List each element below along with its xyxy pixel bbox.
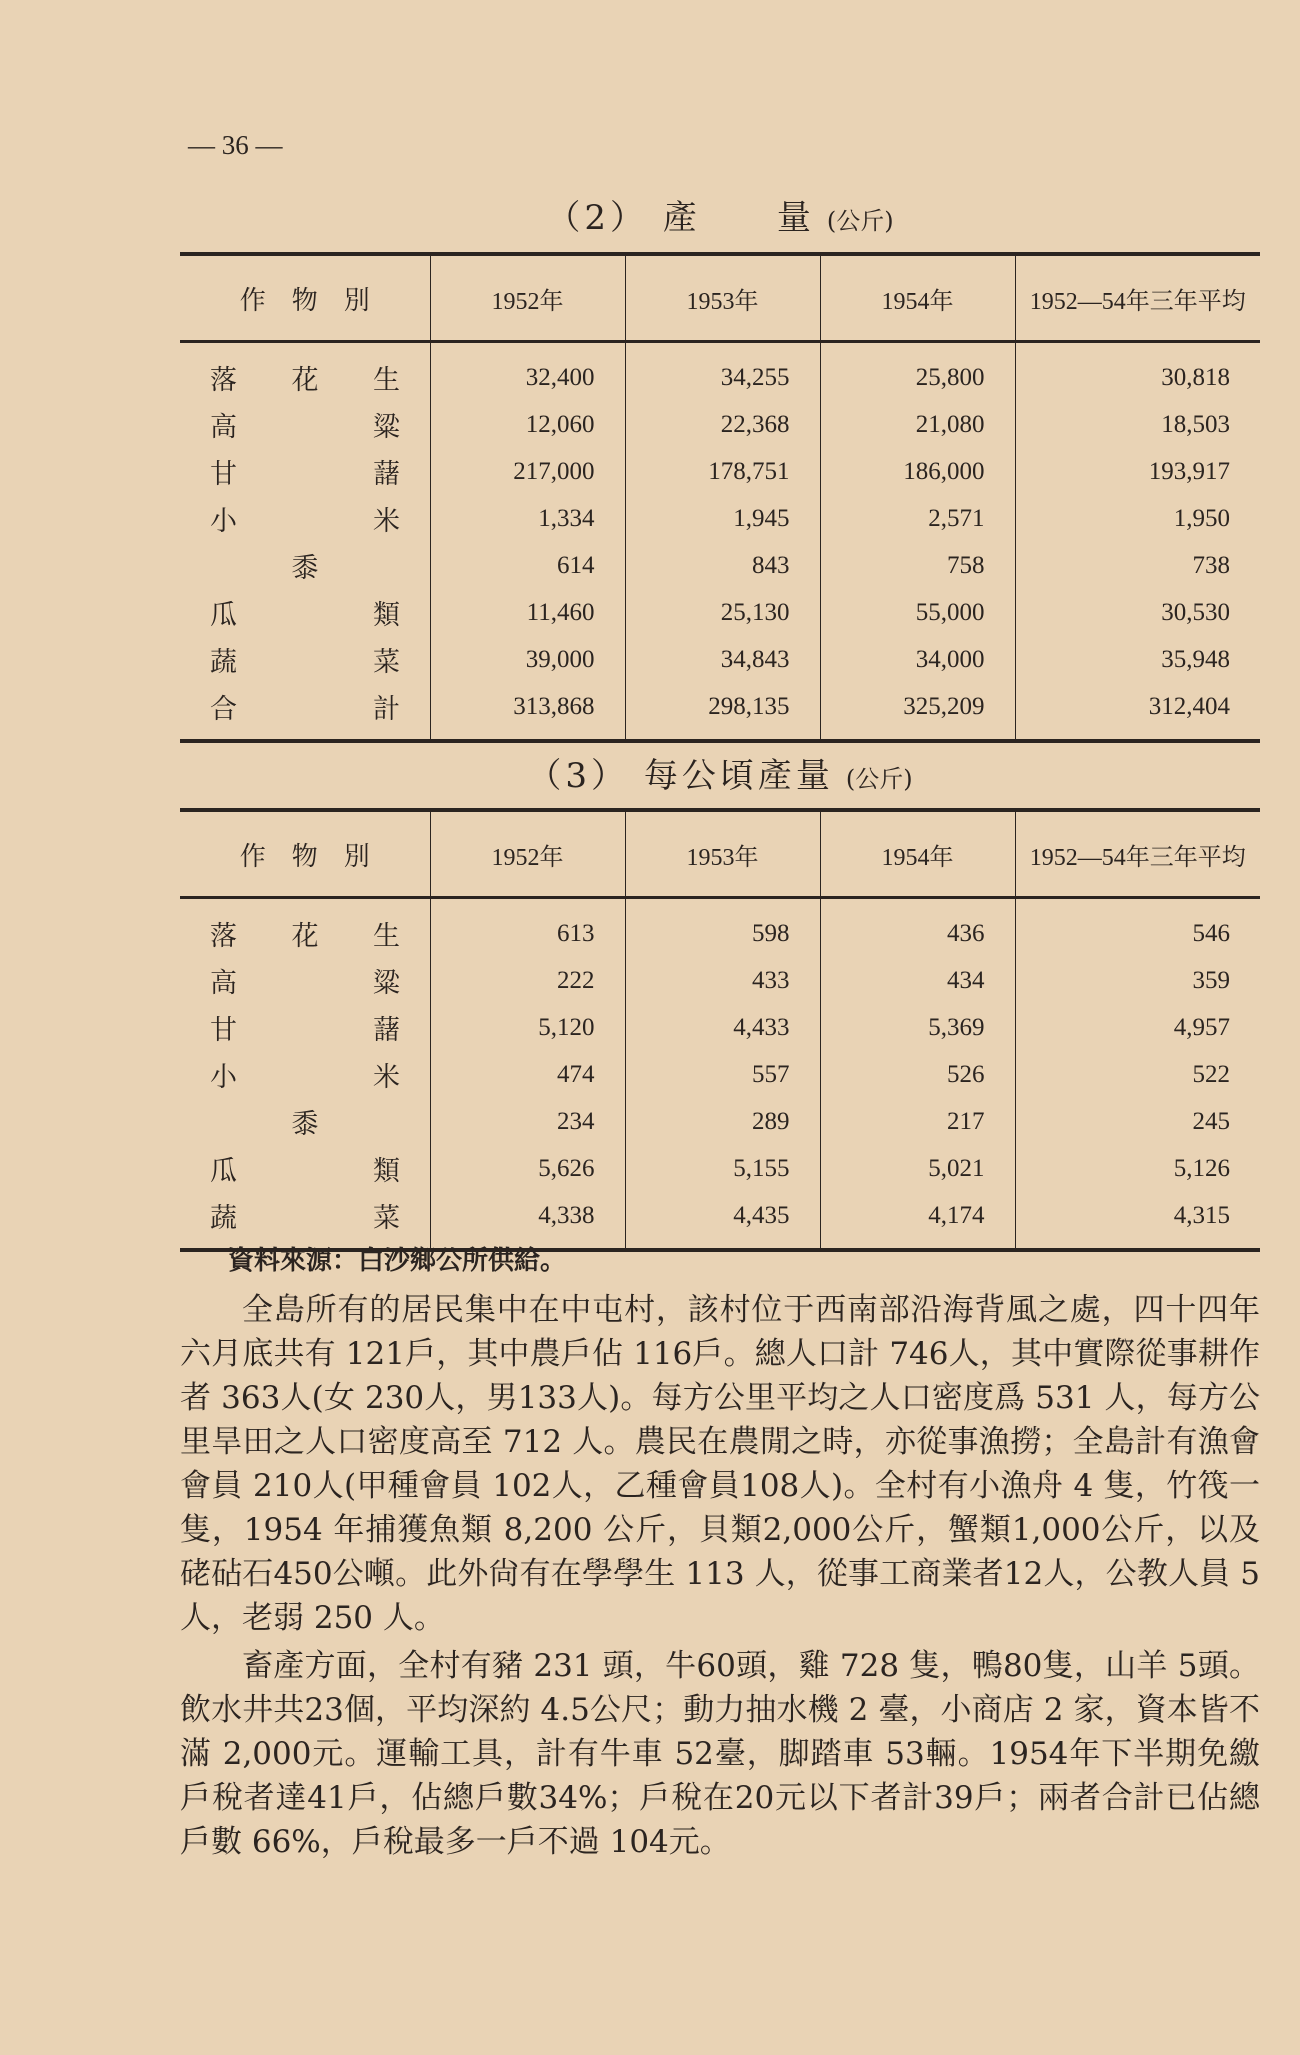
value-cell: 25,800 [820, 342, 1015, 402]
production-table [180, 252, 1260, 743]
table-row [180, 342, 1260, 402]
table3-header-3: 1954年 [820, 810, 1015, 898]
value-cell: 5,021 [820, 1145, 1015, 1192]
table-row [180, 542, 1260, 589]
table3-unit: (公斤) [845, 765, 913, 793]
body-text [180, 1288, 1260, 1864]
crop-name-char: 菜 [373, 1203, 400, 1234]
value-cell: 313,868 [430, 683, 625, 741]
value-cell: 289 [625, 1098, 820, 1145]
table2-unit: (公斤) [826, 207, 894, 235]
value-cell: 758 [820, 542, 1015, 589]
crop-name-char: 高 [210, 412, 237, 443]
crop-name-cell [180, 448, 430, 495]
value-cell: 738 [1015, 542, 1260, 589]
crop-name-cell [180, 1098, 430, 1145]
table3-header-0: 作 物 別 [180, 810, 430, 898]
value-cell: 522 [1015, 1051, 1260, 1098]
value-cell: 359 [1015, 957, 1260, 1004]
value-cell: 35,948 [1015, 636, 1260, 683]
table2-header-3: 1954年 [820, 254, 1015, 342]
table2-title [180, 190, 1260, 239]
crop-name-cell [180, 495, 430, 542]
crop-name-char: 甘 [210, 1015, 237, 1046]
crop-name-cell [180, 957, 430, 1004]
value-cell: 613 [430, 898, 625, 958]
value-cell: 217 [820, 1098, 1015, 1145]
table2-header-1: 1952年 [430, 254, 625, 342]
value-cell: 11,460 [430, 589, 625, 636]
value-cell: 5,626 [430, 1145, 625, 1192]
crop-name-char: 生 [373, 365, 400, 396]
table-row [180, 401, 1260, 448]
value-cell: 217,000 [430, 448, 625, 495]
crop-name-char: 粱 [373, 968, 400, 999]
table2-header-2: 1953年 [625, 254, 820, 342]
value-cell: 186,000 [820, 448, 1015, 495]
value-cell: 34,843 [625, 636, 820, 683]
table3-header-1: 1952年 [430, 810, 625, 898]
crop-name-char: 甘 [210, 459, 237, 490]
crop-name-char: 黍 [291, 553, 319, 584]
value-cell: 178,751 [625, 448, 820, 495]
value-cell: 25,130 [625, 589, 820, 636]
crop-name-char: 類 [373, 600, 400, 631]
crop-name-char: 小 [210, 506, 237, 537]
crop-name-char: 類 [373, 1156, 400, 1187]
value-cell: 526 [820, 1051, 1015, 1098]
crop-name-char: 菜 [373, 647, 400, 678]
table-row [180, 636, 1260, 683]
table-row [180, 1145, 1260, 1192]
value-cell: 4,433 [625, 1004, 820, 1051]
value-cell: 1,950 [1015, 495, 1260, 542]
crop-name-cell [180, 401, 430, 448]
page-number: — 36 — [188, 130, 283, 160]
crop-name-char: 粱 [373, 412, 400, 443]
table3-title-text: （3） 每公頃產量 [527, 756, 834, 796]
value-cell: 325,209 [820, 683, 1015, 741]
crop-name-char: 花 [291, 921, 319, 952]
value-cell: 598 [625, 898, 820, 958]
value-cell: 4,435 [625, 1192, 820, 1250]
value-cell: 433 [625, 957, 820, 1004]
yield-per-hectare-table [180, 808, 1260, 1252]
table-row [180, 898, 1260, 958]
value-cell: 34,000 [820, 636, 1015, 683]
table-row [180, 1051, 1260, 1098]
paragraph-2: 畜產方面，全村有豬 231 頭，牛60頭，雞 728 隻，鴨80隻，山羊 5頭。飲水井共23個，平均深約 4.5公尺；動力抽水機 2 臺，小商店 2 家，資本皆不滿 2,000元。運輸工具，計有牛車 52臺，脚踏車 53輛。1954年下半期免繳戶稅者達41戶，佔總戶數34%；戶稅在20元以下者計39戶；兩者合計已佔總戶數 66%，戶稅最多一戶不過 104元。 [180, 1648, 1260, 1860]
table-row [180, 1004, 1260, 1051]
crop-name-cell [180, 1145, 430, 1192]
value-cell: 55,000 [820, 589, 1015, 636]
value-cell: 614 [430, 542, 625, 589]
value-cell: 4,338 [430, 1192, 625, 1250]
table3-header-2: 1953年 [625, 810, 820, 898]
value-cell: 434 [820, 957, 1015, 1004]
crop-name-char: 花 [291, 365, 319, 396]
table-row [180, 957, 1260, 1004]
crop-name-cell [180, 898, 430, 958]
crop-name-char: 計 [373, 694, 400, 725]
value-cell: 2,571 [820, 495, 1015, 542]
value-cell: 1,334 [430, 495, 625, 542]
value-cell: 34,255 [625, 342, 820, 402]
value-cell: 18,503 [1015, 401, 1260, 448]
crop-name-char: 瓜 [210, 1156, 237, 1187]
value-cell: 30,818 [1015, 342, 1260, 402]
crop-name-char: 生 [373, 921, 400, 952]
value-cell: 1,945 [625, 495, 820, 542]
data-source-note: 資料來源：白沙鄉公所供給。 [228, 1246, 567, 1276]
crop-name-cell [180, 1051, 430, 1098]
crop-name-char: 黍 [291, 1109, 319, 1140]
value-cell: 474 [430, 1051, 625, 1098]
value-cell: 436 [820, 898, 1015, 958]
crop-name-char: 米 [373, 506, 400, 537]
crop-name-char: 藷 [373, 459, 400, 490]
value-cell: 312,404 [1015, 683, 1260, 741]
value-cell: 22,368 [625, 401, 820, 448]
value-cell: 245 [1015, 1098, 1260, 1145]
value-cell: 5,155 [625, 1145, 820, 1192]
crop-name-char: 蔬 [210, 1203, 237, 1234]
table2-title-text: （2） 產 量 [546, 198, 815, 238]
value-cell: 546 [1015, 898, 1260, 958]
value-cell: 843 [625, 542, 820, 589]
crop-name-cell [180, 636, 430, 683]
crop-name-char: 藷 [373, 1015, 400, 1046]
value-cell: 4,957 [1015, 1004, 1260, 1051]
crop-name-char: 小 [210, 1062, 237, 1093]
value-cell: 234 [430, 1098, 625, 1145]
crop-name-char: 蔬 [210, 647, 237, 678]
table-row [180, 1098, 1260, 1145]
table-row [180, 683, 1260, 741]
paragraph-1: 全島所有的居民集中在中屯村，該村位于西南部沿海背風之處，四十四年六月底共有 121戶，其中農戶佔 116戶。總人口計 746人，其中實際從事耕作者 363人(女 230人，男133人)。每方公里平均之人口密度爲 531 人，每方公里旱田之人口密度高至 712 人。農民在農閒之時，亦從事漁撈；全島計有漁會會員 210人(甲種會員 102人，乙種會員108人)。全村有小漁舟 4 隻，竹筏一隻，1954 年捕獲魚類 8,200 公斤，貝類2,000公斤，蟹類1,000公斤，以及硓砧石450公噸。此外尙有在學學生 113 人，從事工商業者12人，公教人員 5 人，老弱 250 人。 [180, 1292, 1260, 1636]
table-row [180, 448, 1260, 495]
value-cell: 21,080 [820, 401, 1015, 448]
crop-name-cell [180, 542, 430, 589]
crop-name-char: 高 [210, 968, 237, 999]
table2-header-0: 作 物 別 [180, 254, 430, 342]
value-cell: 222 [430, 957, 625, 1004]
value-cell: 4,174 [820, 1192, 1015, 1250]
crop-name-cell [180, 1004, 430, 1051]
crop-name-char: 瓜 [210, 600, 237, 631]
crop-name-cell [180, 342, 430, 402]
value-cell: 12,060 [430, 401, 625, 448]
crop-name-cell [180, 683, 430, 741]
value-cell: 5,126 [1015, 1145, 1260, 1192]
value-cell: 557 [625, 1051, 820, 1098]
crop-name-char: 落 [210, 365, 237, 396]
crop-name-char: 合 [210, 694, 237, 725]
table2-header-4: 1952—54年三年平均 [1015, 254, 1260, 342]
value-cell: 5,120 [430, 1004, 625, 1051]
value-cell: 39,000 [430, 636, 625, 683]
value-cell: 32,400 [430, 342, 625, 402]
value-cell: 4,315 [1015, 1192, 1260, 1250]
table3-header-4: 1952—54年三年平均 [1015, 810, 1260, 898]
value-cell: 30,530 [1015, 589, 1260, 636]
table-row [180, 589, 1260, 636]
crop-name-char: 米 [373, 1062, 400, 1093]
crop-name-cell [180, 589, 430, 636]
table-row [180, 495, 1260, 542]
value-cell: 298,135 [625, 683, 820, 741]
crop-name-char: 落 [210, 921, 237, 952]
table3-title [180, 748, 1260, 797]
value-cell: 193,917 [1015, 448, 1260, 495]
value-cell: 5,369 [820, 1004, 1015, 1051]
